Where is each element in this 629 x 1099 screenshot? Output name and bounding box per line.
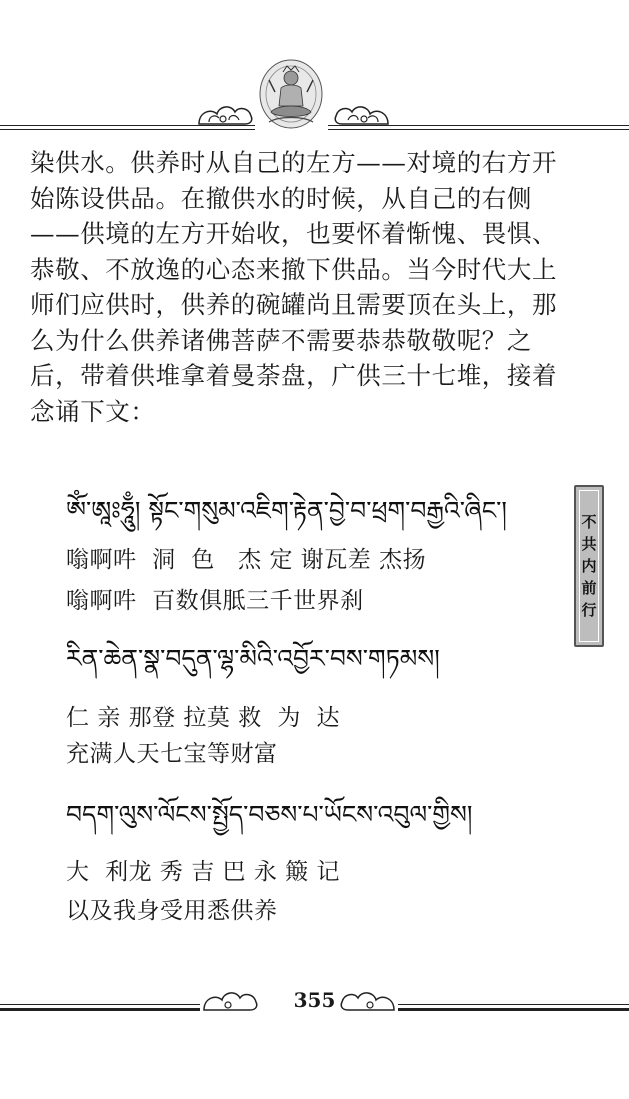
- verse-3-tibetan: བདག་ལུས་ལོངས་སྤྱོད་བཅས་པ་ཡོངས་འབུལ་གྱིས།: [66, 800, 473, 829]
- cloud-scroll-right-icon: [330, 98, 392, 128]
- deity-figure-icon: [257, 58, 325, 130]
- header-rule-left-2: [0, 129, 255, 130]
- side-tab-char: 行: [581, 601, 597, 619]
- header-rule-right-2: [328, 129, 629, 130]
- verse-2-meaning: 充满人天七宝等财富: [66, 741, 278, 767]
- body-text: [30, 145, 560, 429]
- verse-3-meaning: 以及我身受用悉供养: [66, 898, 278, 924]
- verse-2-tibetan: རིན་ཆེན་སྣ་བདུན་ལྷ་མིའི་འབྱོར་བས་གཏམས།: [66, 644, 440, 673]
- side-tab-char: 内: [581, 557, 597, 575]
- page-number: 355: [293, 988, 336, 1012]
- side-tab-char: 前: [581, 579, 597, 597]
- side-tab-char: 共: [581, 535, 597, 553]
- verse-2-transliteration: 仁 亲 那登 拉莫 救 为 达: [66, 705, 340, 731]
- body-paragraph: 染供水。供养时从自己的左方——对境的右方开始陈设供品。在撤供水的时候，从自己的右侧——供境的左方开始收，也要怀着惭愧、畏惧、恭敬、不放逸的心态来撤下供品。当今时代大上师们应供时，供养的碗罐尚且需要顶在头上，那么为什么供养诸佛菩萨不需要恭恭敬敬呢？之后，带着供堆拿着曼荼盘，广供三十七堆，接着念诵下文：: [30, 148, 558, 426]
- side-tab-char: 不: [581, 513, 597, 531]
- verse-3-transliteration: 大 利龙 秀 吉 巴 永 簸 记: [66, 859, 340, 885]
- cloud-scroll-left-icon: [195, 98, 257, 128]
- verse-1-tibetan: ཨོཾ་ཨཱཿཧཱུྃ། སྟོང་གསུམ་འཇིག་རྟེན་བྱེ་བ་ཕྲག་བརྒྱའི་ཞིང༌།: [66, 496, 507, 525]
- verse-1-meaning: 嗡啊吽 百数俱胝三千世界刹: [66, 588, 364, 614]
- section-side-tab: [574, 485, 604, 647]
- verse-1-transliteration: 嗡啊吽 洞 色 杰 定 谢瓦差 杰扬: [66, 547, 427, 573]
